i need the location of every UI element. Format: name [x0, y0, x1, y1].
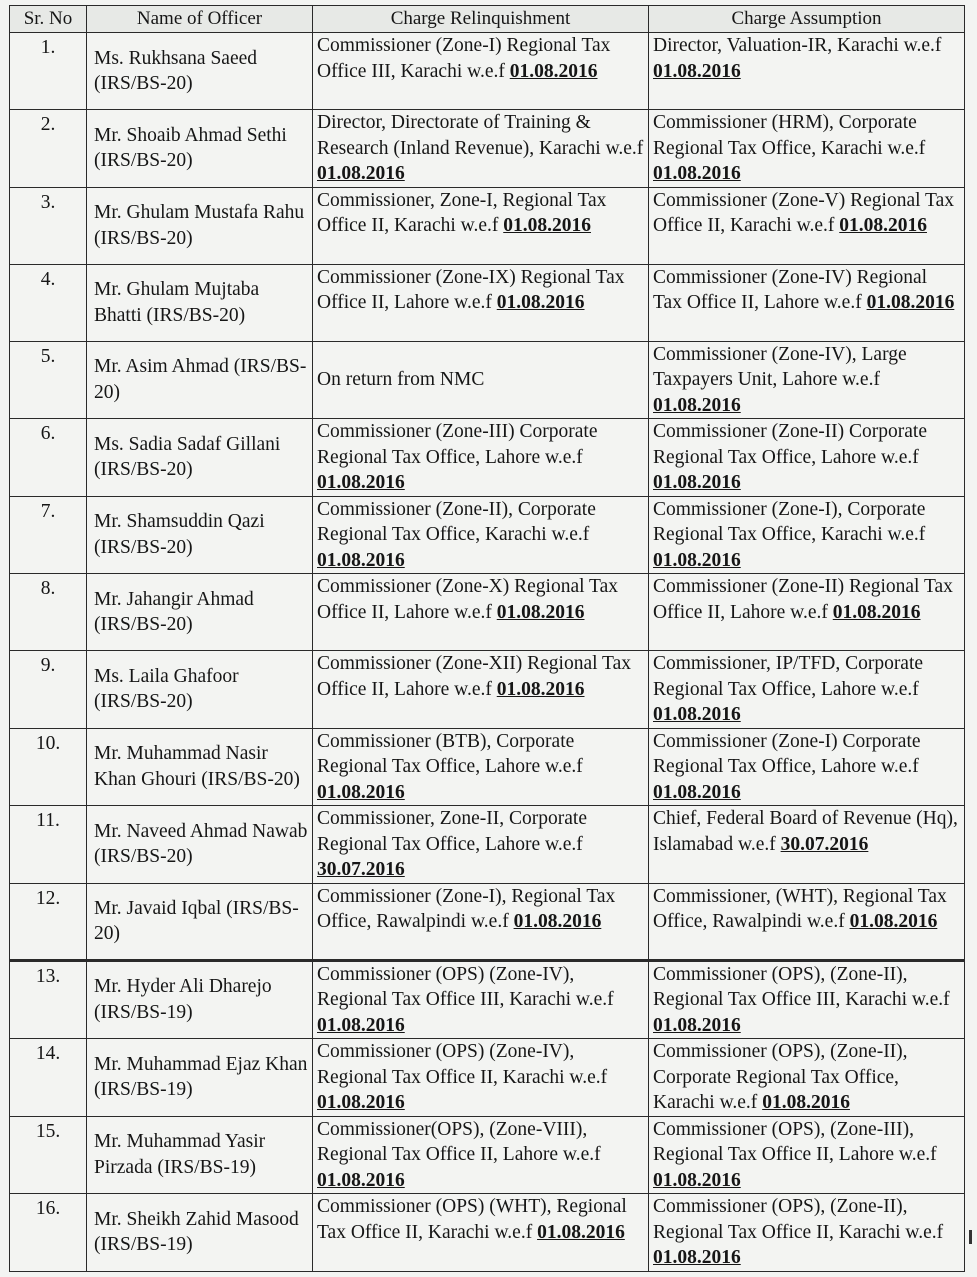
sr-no: 2. [40, 114, 56, 135]
sr-no-cell [10, 651, 87, 729]
relinquishment-date: 01.08.2016 [317, 1169, 405, 1191]
assumption-cell [649, 341, 965, 419]
assumption-date: 01.08.2016 [866, 292, 955, 313]
officer-name: Mr. Shoaib Ahmad Sethi (IRS/BS-20) [94, 124, 287, 172]
assumption-date: 01.08.2016 [653, 394, 741, 416]
assumption-cell [649, 1116, 965, 1194]
table-row [10, 960, 965, 1039]
officer-name-cell [87, 1039, 313, 1117]
relinquishment-cell [313, 651, 649, 729]
sr-no: 1. [40, 37, 56, 58]
assumption-cell [649, 651, 965, 729]
table-row [10, 728, 965, 806]
officer-name: Ms. Rukhsana Saeed (IRS/BS-20) [94, 47, 258, 94]
sr-no: 12. [35, 887, 61, 909]
officer-name-cell [87, 264, 313, 341]
sr-no-cell [10, 496, 87, 574]
table-row [10, 33, 965, 110]
relinquishment-text: Commissioner (Zone-I) Regional Tax Office III, Karachi w.e.f [317, 35, 611, 82]
table-row [10, 110, 965, 188]
sr-no-cell [10, 341, 87, 419]
officer-name-cell [87, 33, 313, 110]
assumption-text: Commissioner (Zone-IV) Regional Tax Office II, Lahore w.e.f [653, 266, 928, 313]
sr-no-cell [10, 883, 87, 960]
sr-no-cell [10, 960, 87, 1039]
assumption-date: 01.08.2016 [653, 781, 741, 803]
assumption-cell [649, 419, 965, 497]
assumption-date: 01.08.2016 [653, 1247, 741, 1268]
officer-name-cell [87, 728, 313, 806]
sr-no: 6. [40, 423, 56, 444]
table-row [10, 1039, 965, 1117]
assumption-text: Chief, Federal Board of Revenue (Hq), Islamabad w.e.f [653, 808, 958, 855]
assumption-cell [649, 806, 965, 884]
sr-no-cell [10, 728, 87, 806]
relinquishment-text: Commissioner(OPS), (Zone-VIII), Regional Tax Office II, Lahore w.e.f [317, 1118, 601, 1165]
assumption-date: 01.08.2016 [762, 1092, 850, 1113]
officer-name-cell [87, 1116, 313, 1194]
officer-name: Mr. Javaid Iqbal (IRS/BS-20) [94, 897, 299, 944]
assumption-cell [649, 574, 965, 651]
relinquishment-date: 01.08.2016 [317, 1014, 405, 1036]
relinquishment-text: Commissioner (Zone-XII) Regional Tax Office II, Lahore w.e.f [317, 653, 631, 700]
officer-postings-table [9, 5, 965, 1272]
officer-name-cell [87, 110, 313, 188]
relinquishment-text: Commissioner (OPS) (Zone-IV), Regional Tax Office III, Karachi w.e.f [317, 963, 614, 1010]
sr-no-cell [10, 419, 87, 497]
officer-name: Mr. Muhammad Yasir Pirzada (IRS/BS-19) [94, 1131, 266, 1178]
relinquishment-cell [313, 960, 649, 1039]
table-row [10, 419, 965, 497]
header-charge-relinquishment: Charge Relinquishment [313, 6, 649, 33]
table-row [10, 806, 965, 884]
assumption-text: Commissioner (OPS), (Zone-II), Corporate Regional Tax Office, Karachi w.e.f [653, 1041, 908, 1113]
sr-no: 8. [40, 578, 56, 599]
header-charge-assumption: Charge Assumption [649, 6, 965, 33]
relinquishment-text: Commissioner (OPS) (Zone-IV), Regional Tax Office II, Karachi w.e.f [317, 1041, 608, 1088]
sr-no: 10. [35, 732, 61, 754]
assumption-cell [649, 496, 965, 574]
sr-no: 14. [35, 1043, 61, 1064]
assumption-cell [649, 110, 965, 188]
table-row [10, 496, 965, 574]
officer-name-cell [87, 806, 313, 884]
posting-table-sheet [9, 5, 964, 1272]
assumption-text: Commissioner (Zone-II) Regional Tax Office II, Lahore w.e.f [653, 576, 953, 623]
assumption-cell [649, 883, 965, 960]
relinquishment-text: On return from NMC [317, 369, 485, 390]
relinquishment-date: 01.08.2016 [317, 781, 405, 803]
sr-no-cell [10, 806, 87, 884]
relinquishment-cell [313, 187, 649, 264]
officer-name: Mr. Asim Ahmad (IRS/BS-20) [94, 356, 307, 403]
table-row [10, 187, 965, 264]
sr-no-cell [10, 574, 87, 651]
assumption-cell [649, 960, 965, 1039]
assumption-date: 01.08.2016 [653, 549, 741, 571]
sr-no-cell [10, 264, 87, 341]
assumption-text: Commissioner (HRM), Corporate Regional Tax Office, Karachi w.e.f [653, 112, 926, 159]
table-row [10, 1116, 965, 1194]
table-header-row [10, 6, 965, 33]
assumption-date: 01.08.2016 [653, 163, 741, 184]
relinquishment-text: Director, Directorate of Training & Research (Inland Revenue), Karachi w.e.f [317, 112, 644, 159]
assumption-cell [649, 33, 965, 110]
relinquishment-date: 01.08.2016 [496, 292, 585, 313]
relinquishment-cell [313, 110, 649, 188]
relinquishment-cell [313, 33, 649, 110]
relinquishment-text: Commissioner, Zone-I, Regional Tax Office II, Karachi w.e.f [317, 189, 607, 236]
relinquishment-date: 01.08.2016 [537, 1221, 625, 1243]
sr-no: 16. [35, 1198, 61, 1219]
relinquishment-cell [313, 574, 649, 651]
officer-name: Mr. Shamsuddin Qazi (IRS/BS-20) [94, 511, 265, 558]
header-name-of-officer: Name of Officer [87, 6, 313, 33]
relinquishment-text: Commissioner (BTB), Corporate Regional Tax Office, Lahore w.e.f [317, 730, 583, 777]
assumption-date: 30.07.2016 [780, 833, 869, 855]
relinquishment-cell [313, 496, 649, 574]
officer-name: Mr. Muhammad Nasir Khan Ghouri (IRS/BS-20) [94, 743, 300, 790]
assumption-cell [649, 728, 965, 806]
assumption-text: Commissioner (OPS), (Zone-III), Regional Tax Office II, Lahore w.e.f [653, 1118, 937, 1165]
assumption-text: Commissioner (Zone-I), Corporate Regional Tax Office, Karachi w.e.f [653, 498, 926, 545]
officer-name: Mr. Sheikh Zahid Masood (IRS/BS-19) [94, 1208, 299, 1256]
relinquishment-date: 01.08.2016 [317, 163, 405, 184]
table-row [10, 341, 965, 419]
officer-name-cell [87, 419, 313, 497]
relinquishment-cell [313, 728, 649, 806]
sr-no: 5. [40, 345, 56, 367]
assumption-text: Commissioner (OPS), (Zone-II), Regional Tax Office III, Karachi w.e.f [653, 963, 950, 1010]
relinquishment-text: Commissioner (Zone-III) Corporate Regional Tax Office, Lahore w.e.f [317, 421, 598, 468]
officer-name-cell [87, 651, 313, 729]
relinquishment-date: 01.08.2016 [317, 549, 405, 571]
assumption-text: Commissioner, (WHT), Regional Tax Office, Rawalpindi w.e.f [653, 885, 947, 932]
relinquishment-cell [313, 883, 649, 960]
assumption-date: 01.08.2016 [653, 704, 741, 725]
table-body [10, 33, 965, 1272]
relinquishment-date: 01.08.2016 [509, 60, 598, 82]
relinquishment-text: Commissioner, Zone-II, Corporate Regional Tax Office, Lahore w.e.f [317, 808, 587, 855]
relinquishment-cell [313, 264, 649, 341]
officer-name-cell [87, 960, 313, 1039]
sr-no-cell [10, 33, 87, 110]
relinquishment-text: Commissioner (Zone-II), Corporate Regional Tax Office, Karachi w.e.f [317, 498, 596, 545]
relinquishment-date: 01.08.2016 [513, 911, 602, 932]
sr-no-cell [10, 1039, 87, 1117]
assumption-cell [649, 1039, 965, 1117]
sr-no-cell [10, 1194, 87, 1272]
assumption-date: 01.08.2016 [653, 472, 741, 493]
assumption-date: 01.08.2016 [849, 911, 938, 932]
sr-no: 3. [40, 191, 56, 213]
officer-name: Mr. Hyder Ali Dharejo (IRS/BS-19) [94, 976, 272, 1023]
relinquishment-cell [313, 806, 649, 884]
assumption-date: 01.08.2016 [653, 60, 741, 82]
officer-name-cell [87, 883, 313, 960]
officer-name-cell [87, 1194, 313, 1272]
sr-no-cell [10, 1116, 87, 1194]
assumption-text: Commissioner (Zone-I) Corporate Regional Tax Office, Lahore w.e.f [653, 730, 921, 777]
sr-no: 13. [35, 965, 61, 987]
officer-name: Mr. Jahangir Ahmad (IRS/BS-20) [94, 588, 254, 635]
officer-name: Mr. Ghulam Mustafa Rahu (IRS/BS-20) [94, 202, 305, 249]
assumption-cell [649, 1194, 965, 1272]
assumption-date: 01.08.2016 [832, 601, 921, 623]
relinquishment-cell [313, 419, 649, 497]
assumption-cell [649, 264, 965, 341]
relinquishment-cell [313, 1194, 649, 1272]
table-row [10, 1194, 965, 1272]
table-row [10, 883, 965, 960]
assumption-text: Commissioner (Zone-IV), Large Taxpayers Unit, Lahore w.e.f [653, 343, 907, 390]
header-sr-no: Sr. No [10, 6, 87, 33]
officer-name: Mr. Muhammad Ejaz Khan (IRS/BS-19) [94, 1053, 308, 1101]
sr-no: 4. [40, 268, 56, 290]
scan-edge-mark [969, 1230, 972, 1244]
sr-no-cell [10, 187, 87, 264]
assumption-text: Commissioner (Zone-V) Regional Tax Office II, Karachi w.e.f [653, 189, 955, 236]
table-row [10, 651, 965, 729]
officer-name-cell [87, 341, 313, 419]
relinquishment-text: Commissioner (Zone-I), Regional Tax Office, Rawalpindi w.e.f [317, 885, 616, 932]
assumption-date: 01.08.2016 [653, 1014, 741, 1036]
officer-name: Ms. Sadia Sadaf Gillani (IRS/BS-20) [94, 433, 281, 481]
assumption-date: 01.08.2016 [839, 215, 927, 236]
officer-name: Mr. Ghulam Mujtaba Bhatti (IRS/BS-20) [94, 279, 260, 326]
relinquishment-cell [313, 1116, 649, 1194]
officer-name-cell [87, 187, 313, 264]
assumption-text: Commissioner (Zone-II) Corporate Regional Tax Office, Lahore w.e.f [653, 421, 928, 468]
relinquishment-date: 01.08.2016 [503, 215, 591, 236]
relinquishment-text: Commissioner (Zone-X) Regional Tax Office II, Lahore w.e.f [317, 576, 619, 623]
assumption-date: 01.08.2016 [653, 1169, 741, 1191]
table-row [10, 264, 965, 341]
sr-no-cell [10, 110, 87, 188]
relinquishment-date: 01.08.2016 [496, 678, 585, 700]
assumption-text: Commissioner (OPS), (Zone-II), Regional Tax Office II, Karachi w.e.f [653, 1196, 944, 1243]
assumption-text: Director, Valuation-IR, Karachi w.e.f [653, 35, 942, 56]
table-row [10, 574, 965, 651]
sr-no: 15. [35, 1120, 61, 1142]
assumption-cell [649, 187, 965, 264]
relinquishment-text: Commissioner (OPS) (WHT), Regional Tax Office II, Karachi w.e.f [317, 1196, 627, 1243]
assumption-text: Commissioner, IP/TFD, Corporate Regional Tax Office, Lahore w.e.f [653, 653, 924, 700]
sr-no: 11. [36, 810, 60, 831]
officer-name-cell [87, 574, 313, 651]
relinquishment-date: 01.08.2016 [317, 472, 405, 493]
sr-no: 9. [40, 655, 56, 676]
relinquishment-date: 30.07.2016 [317, 859, 405, 880]
officer-name-cell [87, 496, 313, 574]
relinquishment-cell [313, 1039, 649, 1117]
relinquishment-cell [313, 341, 649, 419]
officer-name: Mr. Naveed Ahmad Nawab (IRS/BS-20) [94, 820, 308, 868]
relinquishment-date: 01.08.2016 [496, 601, 585, 623]
officer-name: Ms. Laila Ghafoor (IRS/BS-20) [94, 665, 239, 713]
relinquishment-text: Commissioner (Zone-IX) Regional Tax Office II, Lahore w.e.f [317, 266, 625, 313]
sr-no: 7. [40, 500, 56, 522]
relinquishment-date: 01.08.2016 [317, 1092, 405, 1113]
